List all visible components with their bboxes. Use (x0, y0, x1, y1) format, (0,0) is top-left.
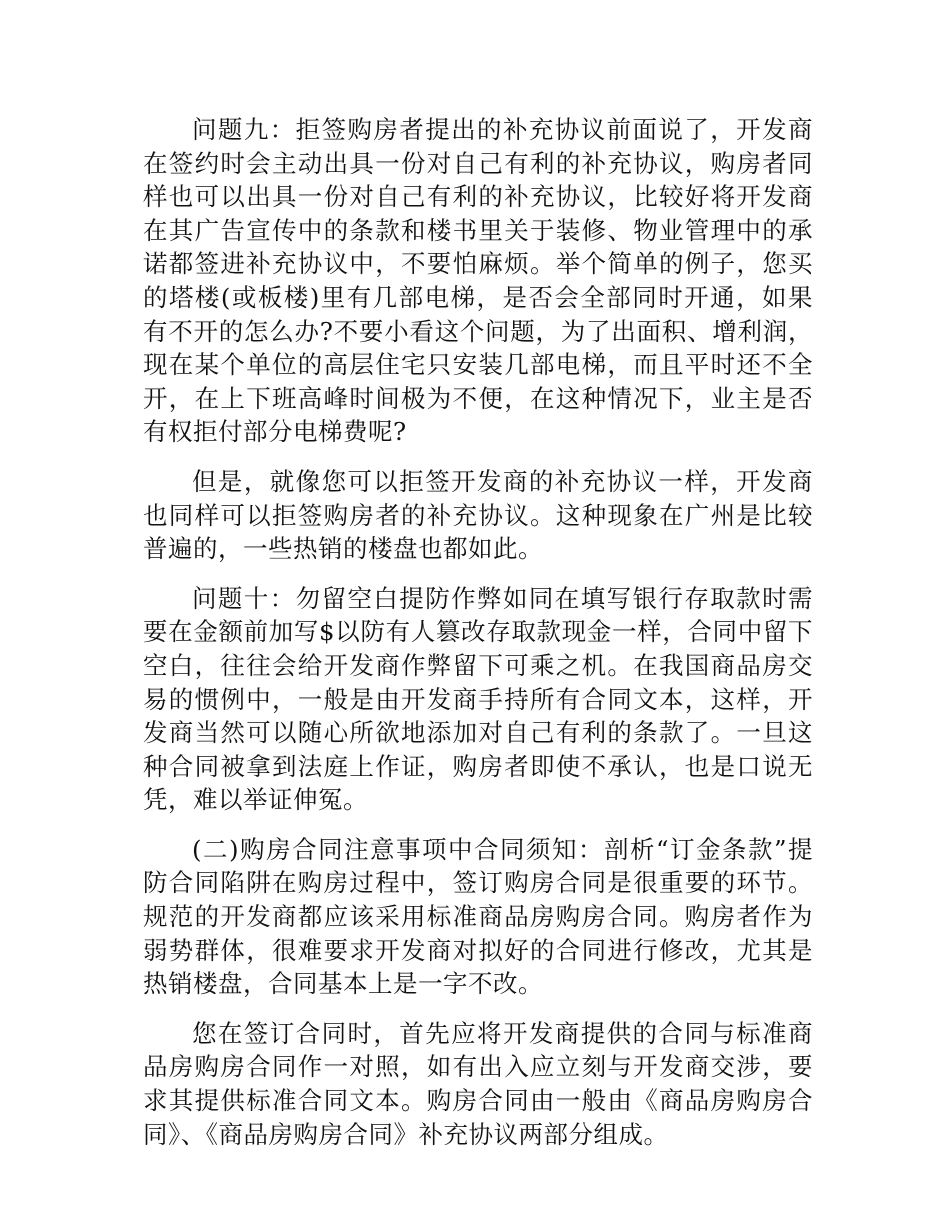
paragraph-question-nine: 问题九：拒签购房者提出的补充协议前面说了，开发商在签约时会主动出具一份对自己有利的补充协议，购房者同样也可以出具一份对自己有利的补充协议，比较好将开发商在其广告宣传中的条款和楼书里关于装修、物业管理中的承诺都签进补充协议中，不要怕麻烦。举个简单的例子，您买的塔楼(或板楼)里有几部电梯，是否会全部同时开通，如果有不开的怎么办?不要小看这个问题，为了出面积、增利润，现在某个单位的高层住宅只安装几部电梯，而且平时还不全开，在上下班高峰时间极为不便，在这种情况下，业主是否有权拒付部分电梯费呢? (143, 115, 813, 447)
paragraph-contract-signing: 您在签订合同时，首先应将开发商提供的合同与标准商品房购房合同作一对照，如有出入应立刻与开发商交涉，要求其提供标准合同文本。购房合同由一般由《商品房购房合同》、《商品房购房合同》补充协议两部分组成。 (143, 1018, 813, 1149)
paragraph-developer-refusal: 但是，就像您可以拒签开发商的补充协议一样，开发商也同样可以拒签购房者的补充协议。这种现象在广州是比较普遍的，一些热销的楼盘也都如此。 (143, 466, 813, 564)
paragraph-contract-notes: (二)购房合同注意事项中合同须知：剖析“订金条款”提防合同陷阱在购房过程中，签订购房合同是很重要的环节。规范的开发商都应该采用标准商品房购房合同。购房者作为弱势群体，很难要求开发商对拟好的合同进行修改，尤其是热销楼盘，合同基本上是一字不改。 (143, 834, 813, 999)
document-body (143, 113, 813, 1167)
paragraph-question-ten: 问题十：勿留空白提防作弊如同在填写银行存取款时需要在金额前加写$以防有人篡改存取款现金一样，合同中留下空白，往往会给开发商作弊留下可乘之机。在我国商品房交易的惯例中，一般是由开发商手持所有合同文本，这样，开发商当然可以随心所欲地添加对自己有利的条款了。一旦这种合同被拿到法庭上作证，购房者即使不承认，也是口说无凭，难以举证伸冤。 (143, 583, 813, 815)
